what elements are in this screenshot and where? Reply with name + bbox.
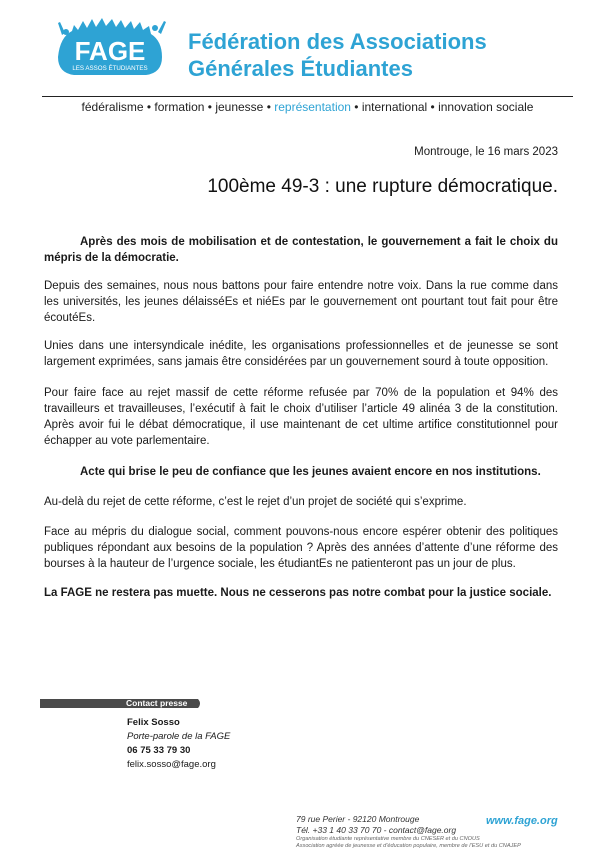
fage-logo <box>54 17 166 79</box>
organization-name <box>188 28 588 82</box>
paragraph-lead: Après des mois de mobilisation et de contestation, le gouvernement a fait le choix du mépris de la démocratie. <box>44 236 558 264</box>
organization-name-line2: Générales Étudiantes <box>188 56 413 81</box>
fine-print-line2: Association agréée de jeunesse et d’éducation populaire, membre de l’ESU et du CNAJEP <box>296 843 521 849</box>
tagline-highlight: représentation <box>274 100 351 114</box>
organization-name-line1: Fédération des Associations <box>188 29 487 54</box>
contact-role: Porte-parole de la FAGE <box>127 731 231 742</box>
paragraph: Unies dans une intersyndicale inédite, les organisations professionnelles et de jeunesse se sont largement exprimées, sans jamais être considérées par un gouvernement sourd à toute opposition. <box>44 340 558 368</box>
document-date: Montrouge, le 16 mars 2023 <box>414 146 558 158</box>
paragraph: Au-delà du rejet de cette réforme, c’est le rejet d’un projet de société qui s’exprime. <box>44 496 467 508</box>
footer-phone-email: Tél. +33 1 40 33 70 70 - contact@fage.org <box>296 825 457 835</box>
contact-block <box>127 716 230 772</box>
footer-fine-print <box>296 836 521 850</box>
tagline-after: • international • innovation sociale <box>350 100 534 114</box>
document-title: 100ème 49-3 : une rupture démocratique. <box>207 176 558 197</box>
contact-name: Felix Sosso <box>127 717 180 728</box>
paragraph-emphasis: Acte qui brise le peu de confiance que les jeunes avaient encore en nos institutions. <box>80 466 541 478</box>
paragraph: Face au mépris du dialogue social, comment pouvons-nous encore espérer obtenir des politiques publiques répondant aux besoins de la population ? Après des années d’attente d’une réforme des bourses à la hauteur de l’urgence sociale, les étudiantEs ne patienteront pas un jour de plus. <box>44 526 558 570</box>
contact-label: Contact presse <box>126 698 188 708</box>
tagline-before: fédéralisme • formation • jeunesse • <box>81 100 275 114</box>
logo-subtext: LES ASSOS ÉTUDIANTES <box>72 65 148 72</box>
header-divider <box>42 96 573 97</box>
paragraph-closing: La FAGE ne restera pas muette. Nous ne cesserons pas notre combat pour la justice sociale. <box>44 587 552 599</box>
footer-address <box>296 814 456 836</box>
footer-website[interactable]: www.fage.org <box>486 815 558 827</box>
paragraph: Depuis des semaines, nous nous battons pour faire entendre notre voix. Dans la rue comme dans les universités, les jeunes délaisséEs et niéEs par le gouvernement ont pourtant tout fait pour être écoutéEs. <box>44 280 558 324</box>
footer-street: 79 rue Perier - 92120 Montrouge <box>296 814 420 824</box>
logo-text: FAGE <box>74 36 146 66</box>
tagline <box>42 100 573 114</box>
fine-print-line1: Organisation étudiante représentative membre du CNESER et du CNOUS <box>296 836 480 842</box>
contact-email[interactable]: felix.sosso@fage.org <box>127 759 216 770</box>
paragraph: Pour faire face au rejet massif de cette réforme refusée par 70% de la population et 94% des travailleurs et travailleuses, l’exécutif à fait le choix d’utiliser l’article 49 alinéa 3 de la constitution. Après avoir fui le débat démocratique, il use maintenant de cet ultime artifice constitutionnel pour échapper au vote parlementaire. <box>44 387 558 447</box>
contact-phone: 06 75 33 79 30 <box>127 745 191 756</box>
